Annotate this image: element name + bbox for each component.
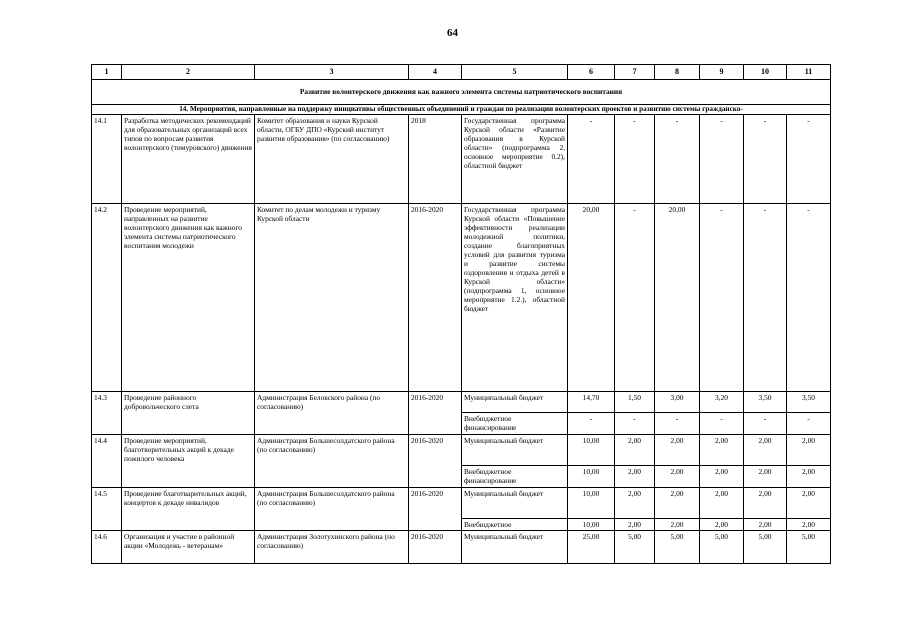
amount-cell: - [744,114,787,203]
amount-cell: 20,00 [568,203,615,391]
amount-cell: - [700,412,744,434]
amount-cell: 20,00 [655,203,700,391]
column-header: 9 [700,65,744,80]
amount-cell: 2,00 [615,518,655,530]
amount-cell: 2,00 [655,487,700,518]
executor-cell: Администрация Большесолдатского района (по согласованию) [255,434,409,487]
event-cell: Разработка методических рекомендаций для образовательных организаций всех типов по вопросам развития волонтерского (тимуровского) движения [122,114,255,203]
period-cell: 2016-2020 [409,434,462,487]
budget-table [91,64,831,564]
amount-cell: 14,70 [568,391,615,412]
amount-cell: 1,50 [615,391,655,412]
funding-source-cell: Государственная программа Курской области «Развитие образования в Курской области» (подпрограмма 2, основное мероприятие 0.2), областной бюджет [462,114,568,203]
amount-cell: 2,00 [787,487,831,518]
amount-cell: - [787,114,831,203]
section-row [92,80,831,105]
funding-source-cell: Внебюджетное [462,518,568,530]
amount-cell: 2,00 [700,518,744,530]
amount-cell: 5,00 [744,530,787,563]
amount-cell: 10,00 [568,487,615,518]
page-number: 64 [447,27,458,39]
amount-cell: 5,00 [700,530,744,563]
amount-cell: 2,00 [655,465,700,487]
funding-source-cell: Муниципальный бюджет [462,487,568,518]
subsection-title: 14. Мероприятия, направленные на поддержку инициативы общественных объединений и граждан по реализации волонтерских проектов и развитию системы гражданско- [92,105,831,115]
column-header: 7 [615,65,655,80]
column-header-row [92,65,831,80]
amount-cell: 2,00 [655,434,700,465]
amount-cell: 2,00 [700,487,744,518]
column-header: 2 [122,65,255,80]
amount-cell: 2,00 [787,434,831,465]
event-cell: Организация и участие в районной акции «Молодежь - ветеранам» [122,530,255,563]
row-number-cell: 14.6 [92,530,122,563]
table-row [92,114,831,203]
section-title: Развитие волонтерского движения как важного элемента системы патриотического воспитания [92,80,831,105]
amount-cell: 2,00 [615,487,655,518]
amount-cell: - [615,203,655,391]
funding-source-cell: Государственная программа Курской области «Повышение эффективности реализации молодежной политики, создание благоприятных условий для развития туризма и развитие системы оздоровления и отдыха детей в Курской области» (подпрограмма 1, основное мероприятие 1.2.), областной бюджет [462,203,568,391]
amount-cell: 2,00 [744,518,787,530]
amount-cell: 2,00 [744,465,787,487]
event-cell: Проведение мероприятий, благотворительных акций к декаде пожилого человека [122,434,255,487]
executor-cell: Комитет по делам молодежи и туризму Курской области [255,203,409,391]
period-cell: 2016-2020 [409,391,462,434]
table-row [92,391,831,412]
period-cell: 2016-2020 [409,530,462,563]
period-cell: 2018 [409,114,462,203]
funding-source-cell: Муниципальный бюджет [462,391,568,412]
amount-cell: 3,50 [787,391,831,412]
amount-cell: 25,00 [568,530,615,563]
column-header: 5 [462,65,568,80]
row-number-cell: 14.2 [92,203,122,391]
period-cell: 2016-2020 [409,203,462,391]
column-header: 1 [92,65,122,80]
table-row [92,434,831,465]
amount-cell: - [744,412,787,434]
funding-source-cell: Внебюджетное финансирование [462,412,568,434]
amount-cell: 2,00 [787,518,831,530]
executor-cell: Комитет образования и науки Курской области, ОГБУ ДПО «Курский институт развития образования» (по согласованию) [255,114,409,203]
column-header: 11 [787,65,831,80]
amount-cell: 2,00 [700,434,744,465]
amount-cell: 2,00 [744,487,787,518]
table-row [92,487,831,518]
amount-cell: 5,00 [787,530,831,563]
amount-cell: - [568,114,615,203]
row-number-cell: 14.1 [92,114,122,203]
event-cell: Проведение благотварительных акций, концертов к декаде инвалидов [122,487,255,530]
amount-cell: 2,00 [787,465,831,487]
amount-cell: 3,20 [700,391,744,412]
amount-cell: 3,50 [744,391,787,412]
amount-cell: - [787,412,831,434]
table-row [92,530,831,563]
event-cell: Проведение районного добровольческого слета [122,391,255,434]
column-header: 4 [409,65,462,80]
column-header: 3 [255,65,409,80]
amount-cell: 5,00 [615,530,655,563]
amount-cell: - [744,203,787,391]
amount-cell: 2,00 [615,465,655,487]
event-cell: Проведение мероприятий, направленных на развитие волонтерского движения как важного элемента системы патриотического воспитания молодежи [122,203,255,391]
column-header: 10 [744,65,787,80]
column-header: 8 [655,65,700,80]
amount-cell: 3,00 [655,391,700,412]
amount-cell: - [615,114,655,203]
row-number-cell: 14.4 [92,434,122,487]
amount-cell: 2,00 [615,434,655,465]
period-cell: 2016-2020 [409,487,462,530]
row-number-cell: 14.5 [92,487,122,530]
row-number-cell: 14.3 [92,391,122,434]
subsection-row [92,105,831,115]
amount-cell: 2,00 [744,434,787,465]
amount-cell: 2,00 [700,465,744,487]
amount-cell: - [700,114,744,203]
amount-cell: - [655,412,700,434]
column-header: 6 [568,65,615,80]
amount-cell: - [655,114,700,203]
amount-cell: - [700,203,744,391]
amount-cell: 10,00 [568,465,615,487]
table-row [92,203,831,391]
amount-cell: - [568,412,615,434]
amount-cell: 2,00 [655,518,700,530]
amount-cell: 10,00 [568,434,615,465]
executor-cell: Администрация Беловского района (по согласованию) [255,391,409,434]
funding-source-cell: Внебюджетное финансирование [462,465,568,487]
amount-cell: 5,00 [655,530,700,563]
amount-cell: - [787,203,831,391]
executor-cell: Администрация Большесолдатского района (по согласованию) [255,487,409,530]
executor-cell: Администрация Золотухинского района (по согласованию) [255,530,409,563]
funding-source-cell: Муниципальный бюджет [462,530,568,563]
amount-cell: 10,00 [568,518,615,530]
funding-source-cell: Муниципальный бюджет [462,434,568,465]
amount-cell: - [615,412,655,434]
